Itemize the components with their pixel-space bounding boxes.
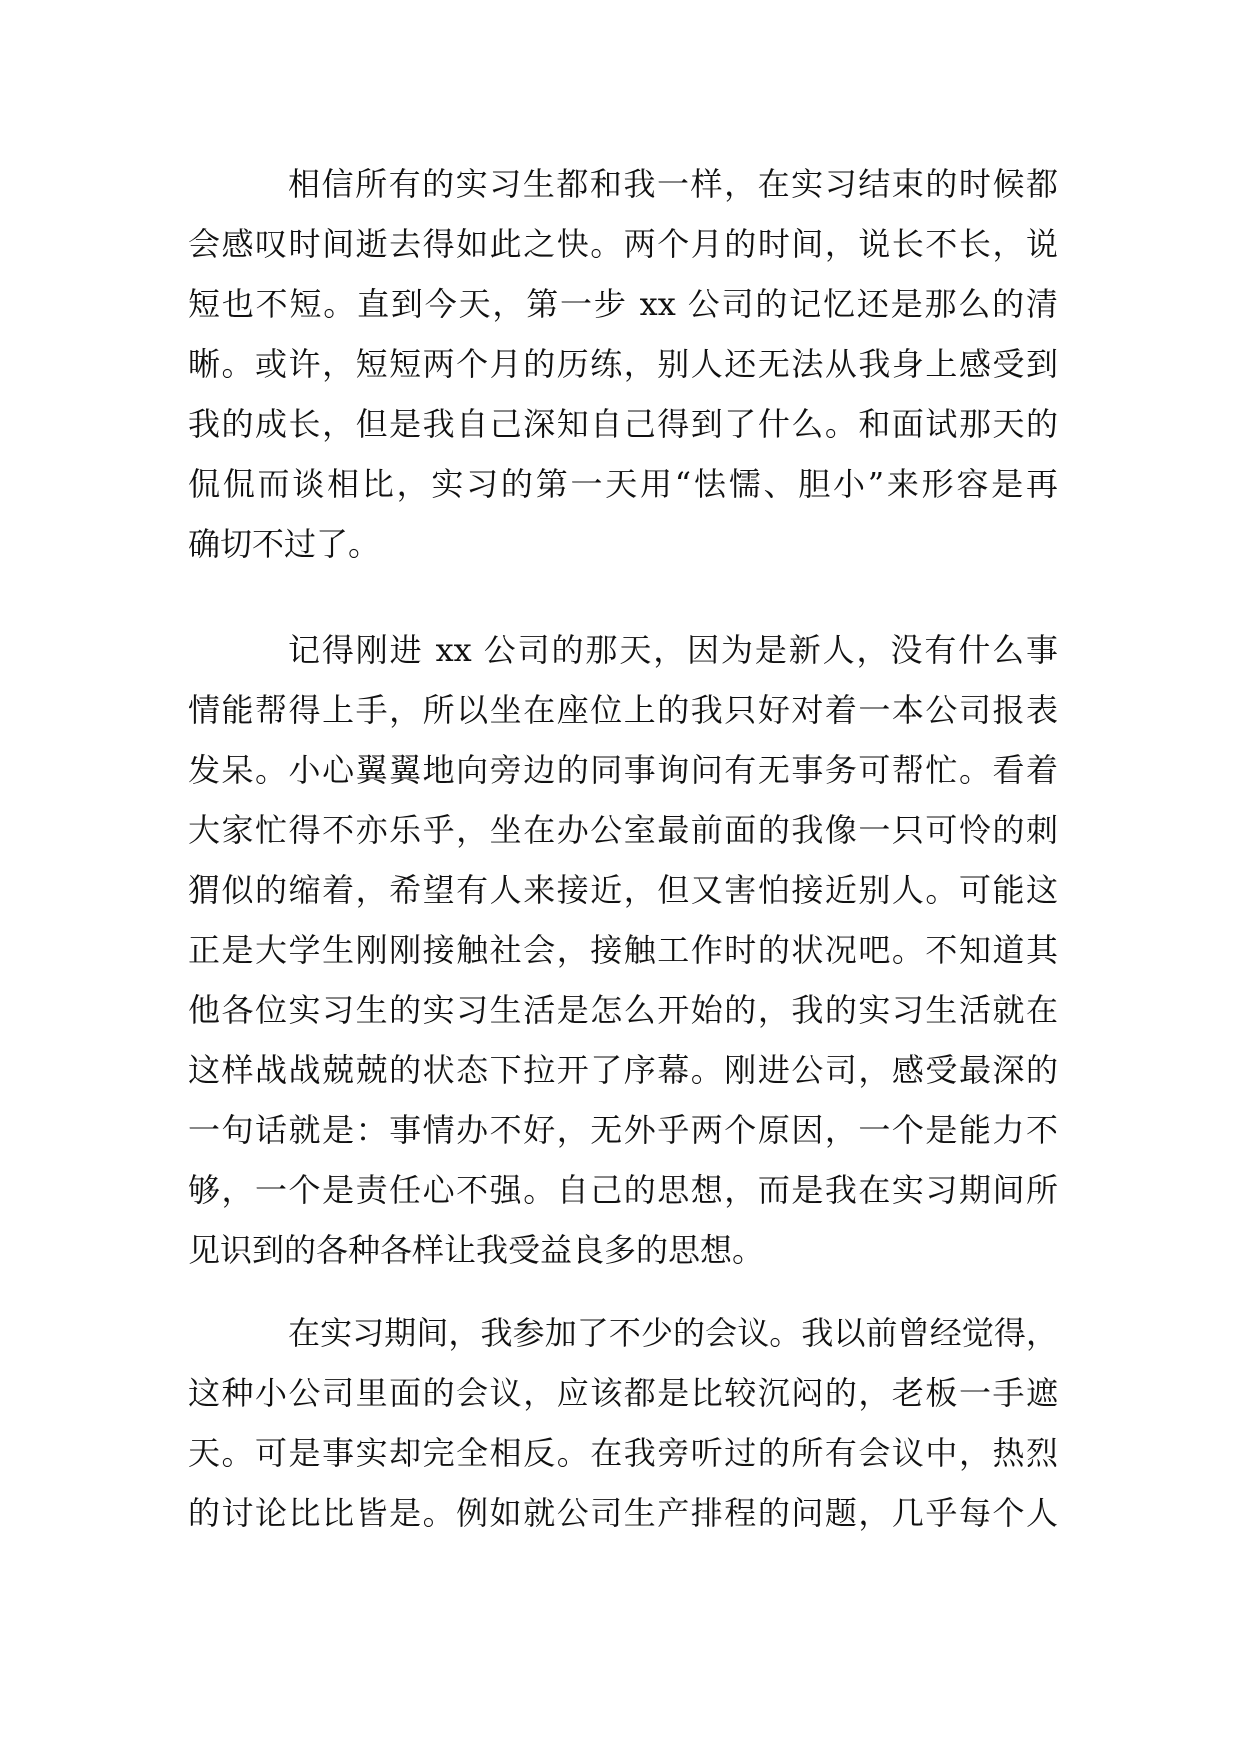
paragraph-line: 晰。或许，短短两个月的历练，别人还无法从我身上感受到: [188, 345, 1058, 383]
paragraph-line: 正是大学生刚刚接触社会，接触工作时的状况吧。不知道其: [188, 931, 1058, 969]
paragraph-line: 在实习期间，我参加了不少的会议。我以前曾经觉得，: [288, 1314, 1058, 1352]
paragraph-1: [188, 154, 1058, 574]
paragraph-line: 见识到的各种各样让我受益良多的思想。: [188, 1231, 765, 1269]
paragraph-line: 确切不过了。: [188, 525, 381, 563]
paragraph-line: 记得刚进 xx 公司的那天，因为是新人，没有什么事: [288, 631, 1058, 669]
paragraph-line: 大家忙得不亦乐乎，坐在办公室最前面的我像一只可怜的刺: [188, 811, 1058, 849]
paragraph-line: 这样战战兢兢的状态下拉开了序幕。刚进公司，感受最深的: [188, 1051, 1058, 1089]
paragraph-line: 一句话就是：事情办不好，无外乎两个原因，一个是能力不: [188, 1111, 1058, 1149]
paragraph-2: [188, 620, 1058, 1280]
paragraph-line: 的讨论比比皆是。例如就公司生产排程的问题，几乎每个人: [188, 1494, 1058, 1532]
paragraph-line: 发呆。小心翼翼地向旁边的同事询问有无事务可帮忙。看着: [188, 751, 1058, 789]
paragraph-line: 侃侃而谈相比，实习的第一天用“怯懦、胆小”来形容是再: [188, 465, 1058, 503]
paragraph-line: 我的成长，但是我自己深知自己得到了什么。和面试那天的: [188, 405, 1058, 443]
paragraph-3: [188, 1303, 1058, 1543]
paragraph-line: 短也不短。直到今天，第一步 xx 公司的记忆还是那么的清: [188, 285, 1058, 323]
paragraph-line: 天。可是事实却完全相反。在我旁听过的所有会议中，热烈: [188, 1434, 1058, 1472]
paragraph-line: 情能帮得上手，所以坐在座位上的我只好对着一本公司报表: [188, 691, 1058, 729]
paragraph-line: 这种小公司里面的会议，应该都是比较沉闷的，老板一手遮: [188, 1374, 1058, 1412]
paragraph-line: 他各位实习生的实习生活是怎么开始的，我的实习生活就在: [188, 991, 1058, 1029]
paragraph-line: 猬似的缩着，希望有人来接近，但又害怕接近别人。可能这: [188, 871, 1058, 909]
paragraph-line: 相信所有的实习生都和我一样，在实习结束的时候都: [288, 165, 1058, 203]
paragraph-line: 会感叹时间逝去得如此之快。两个月的时间，说长不长，说: [188, 225, 1058, 263]
paragraph-line: 够，一个是责任心不强。自己的思想，而是我在实习期间所: [188, 1171, 1058, 1209]
